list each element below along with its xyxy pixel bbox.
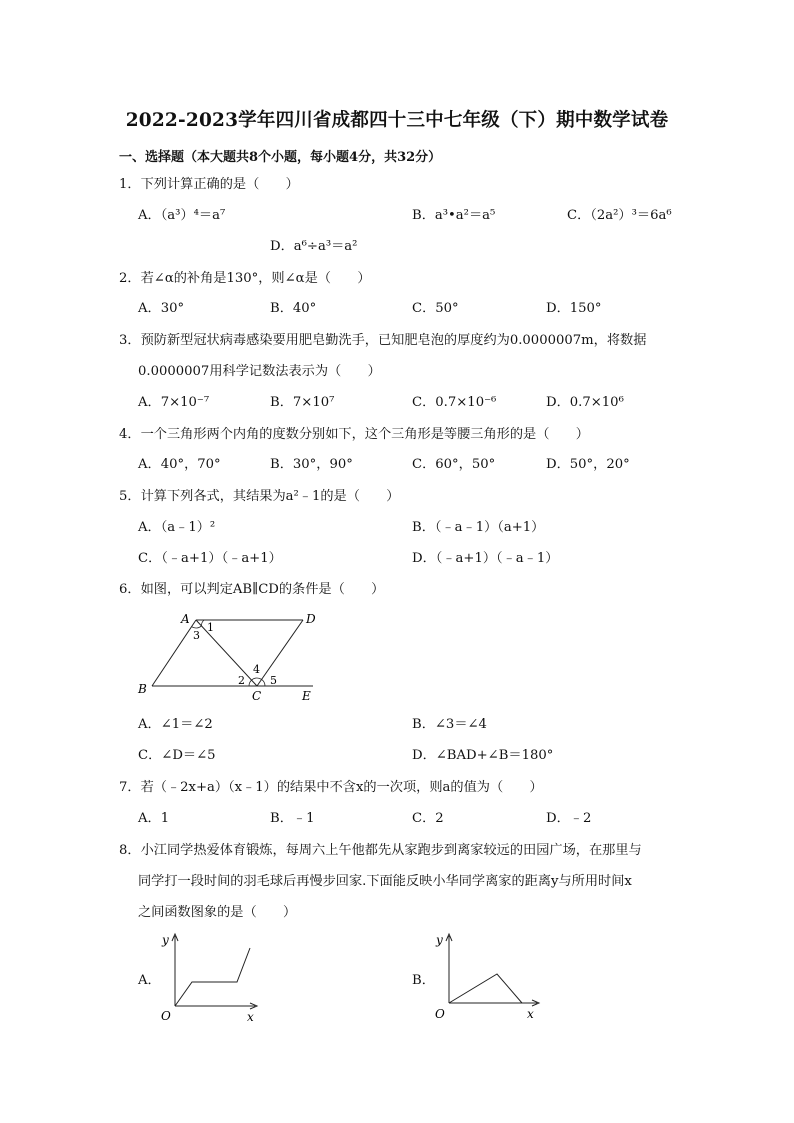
question-2-option-d: D．150° xyxy=(546,301,602,316)
angle-arc-3 xyxy=(192,626,202,628)
graph-b-y-label: y xyxy=(436,933,443,947)
question-1-option-c: C．（2a²）³＝6a⁶ xyxy=(567,208,672,223)
graph-b-label: B． xyxy=(412,973,435,988)
question-7-option-b: B．﹣1 xyxy=(270,811,315,826)
question-3-option-c: C．0.7×10⁻⁶ xyxy=(412,395,497,410)
question-2-option-b: B．40° xyxy=(270,301,317,316)
point-e-label: E xyxy=(302,689,311,703)
question-3-stem-line2: 0.0000007用科学记数法表示为（ ） xyxy=(138,364,381,379)
graph-a-origin-label: O xyxy=(161,1009,171,1023)
question-5-option-a: A．（a﹣1）² xyxy=(138,520,216,535)
page-title: 2022-2023学年四川省成都四十三中七年级（下）期中数学试卷 xyxy=(125,110,669,131)
angle-label-4: 4 xyxy=(253,663,260,676)
question-2-stem: 2．若∠α的补角是130°，则∠α是（ ） xyxy=(119,271,371,286)
question-4-option-b: B．30°，90° xyxy=(270,457,353,472)
question-7-option-c: C．2 xyxy=(412,811,444,826)
graph-a-curve xyxy=(175,948,250,1006)
question-7-stem: 7．若（﹣2x+a）（x﹣1）的结果中不含x的一次项，则a的值为（ ） xyxy=(119,780,543,795)
point-b-label: B xyxy=(138,682,147,696)
angle-label-2: 2 xyxy=(238,674,245,687)
question-2-option-a: A．30° xyxy=(138,301,185,316)
question-3-option-a: A．7×10⁻⁷ xyxy=(138,395,210,410)
question-6-option-d: D．∠BAD+∠B＝180° xyxy=(412,748,554,763)
question-6-option-b: B．∠3＝∠4 xyxy=(412,717,487,732)
angle-arc-2 xyxy=(249,680,252,686)
question-6-stem: 6．如图，可以判定AB∥CD的条件是（ ） xyxy=(119,582,385,597)
point-d-label: D xyxy=(306,612,316,626)
graph-a-label: A． xyxy=(138,973,161,988)
graph-b xyxy=(429,928,544,1023)
section-heading: 一、选择题（本大题共8个小题，每小题4分，共32分） xyxy=(119,150,442,165)
graph-b-origin-label: O xyxy=(435,1007,445,1021)
point-c-label: C xyxy=(252,689,262,703)
angle-label-1: 1 xyxy=(207,621,214,634)
angle-label-5: 5 xyxy=(270,674,277,687)
angle-arc-4 xyxy=(252,678,262,680)
question-5-option-c: C．（﹣a+1）（﹣a+1） xyxy=(138,551,282,566)
question-3-option-d: D．0.7×10⁶ xyxy=(546,395,624,410)
segment-cd xyxy=(257,620,303,686)
angle-label-3: 3 xyxy=(193,629,200,642)
question-7-option-a: A．1 xyxy=(138,811,170,826)
question-5-option-d: D．（﹣a+1）（﹣a﹣1） xyxy=(412,551,559,566)
question-2-option-c: C．50° xyxy=(412,301,459,316)
graph-a-x-label: x xyxy=(247,1010,254,1023)
question-8-stem-line2: 同学打一段时间的羽毛球后再慢步回家.下面能反映小华同学离家的距离y与所用时间x xyxy=(138,874,632,889)
question-4-stem: 4．一个三角形两个内角的度数分别如下，这个三角形是等腰三角形的是（ ） xyxy=(119,427,589,442)
question-8-stem-line1: 8．小江同学热爱体育锻炼，每周六上午他都先从家跑步到离家较远的田园广场，在那里与 xyxy=(119,843,642,858)
graph-b-x-label: x xyxy=(527,1007,534,1021)
graph-a-y-label: y xyxy=(162,933,169,947)
question-1-stem: 1．下列计算正确的是（ ） xyxy=(119,177,299,192)
segment-ab xyxy=(152,620,196,686)
question-4-option-c: C．60°，50° xyxy=(412,457,496,472)
question-8-stem-line3: 之间函数图象的是（ ） xyxy=(138,905,297,920)
question-5-option-b: B．（﹣a﹣1）（a+1） xyxy=(412,520,545,535)
question-6-option-c: C．∠D＝∠5 xyxy=(138,748,216,763)
question-3-stem-line1: 3．预防新型冠状病毒感染要用肥皂勤洗手，已知肥皂泡的厚度约为0.0000007m，将数据 xyxy=(119,333,647,348)
question-6-figure xyxy=(130,606,330,706)
question-4-option-a: A．40°，70° xyxy=(138,457,221,472)
question-6-option-a: A．∠1＝∠2 xyxy=(138,717,213,732)
point-a-label: A xyxy=(181,612,190,626)
question-5-stem: 5．计算下列各式，其结果为a²﹣1的是（ ） xyxy=(119,489,400,504)
question-1-option-b: B．a³•a²＝a⁵ xyxy=(412,208,496,223)
question-7-option-d: D．﹣2 xyxy=(546,811,592,826)
angle-arc-5 xyxy=(262,679,265,686)
question-3-option-b: B．7×10⁷ xyxy=(270,395,335,410)
graph-b-curve xyxy=(449,974,522,1003)
question-1-option-d: D．a⁶÷a³＝a² xyxy=(270,239,358,254)
graph-a xyxy=(155,928,265,1023)
question-4-option-d: D．50°，20° xyxy=(546,457,630,472)
question-1-option-a: A．（a³）⁴＝a⁷ xyxy=(138,208,226,223)
segment-ac xyxy=(196,620,257,686)
angle-arc-1 xyxy=(201,620,204,626)
